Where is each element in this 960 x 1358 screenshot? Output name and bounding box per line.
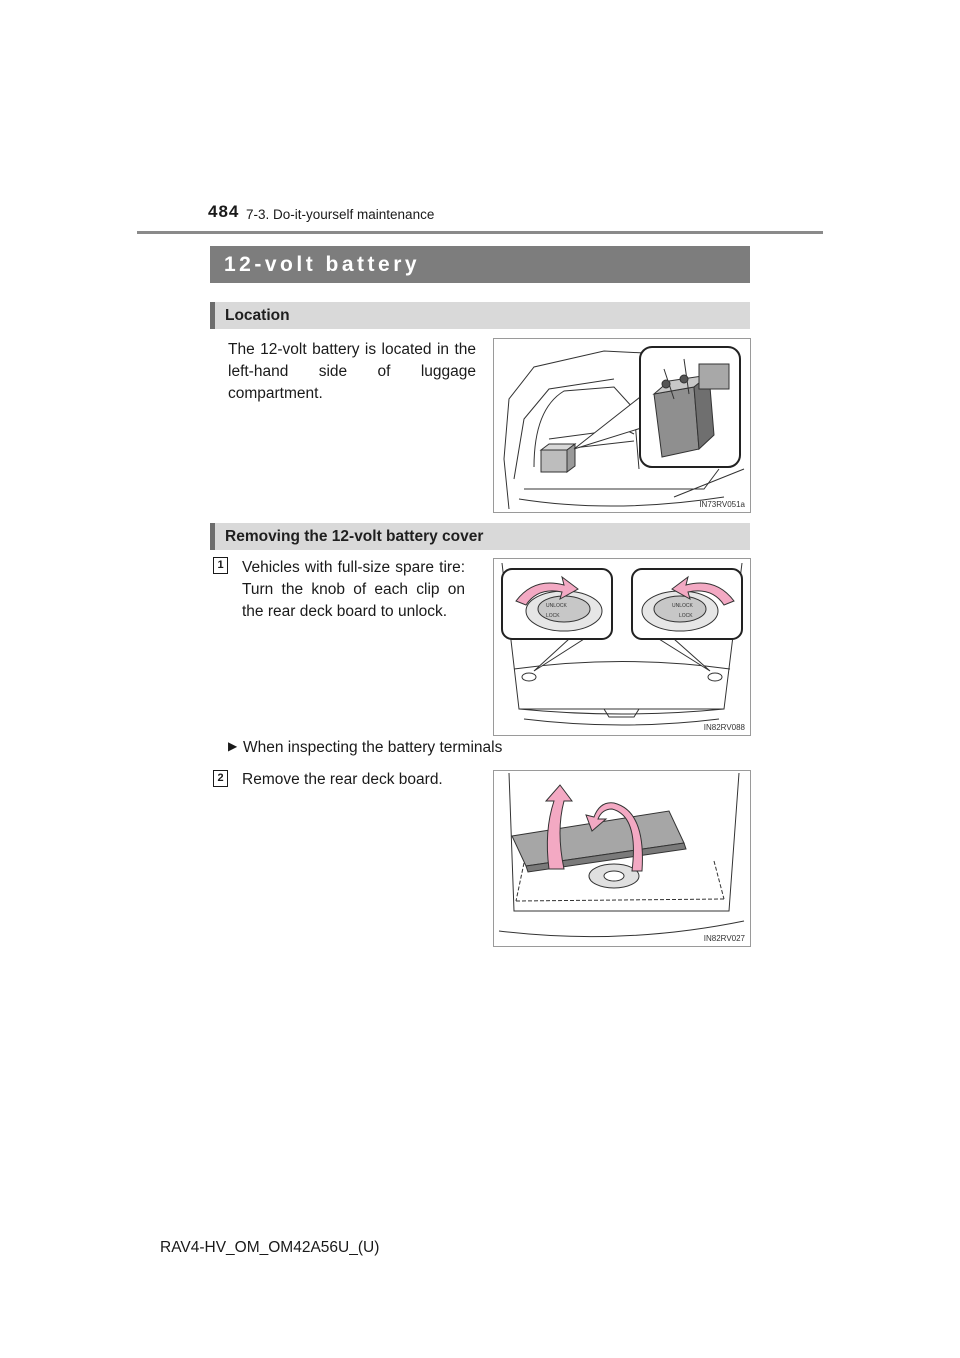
knob-label-lock: LOCK (679, 613, 693, 619)
figure-code: IN82RV027 (703, 934, 745, 943)
knob-label-unlock: UNLOCK (546, 603, 567, 609)
battery-location-figure (493, 338, 751, 513)
location-heading: Location (225, 307, 290, 324)
bullet-text: When inspecting the battery terminals (243, 739, 503, 756)
step-1-badge: 1 (213, 557, 228, 574)
deck-clip-figure (493, 558, 751, 736)
location-heading-bar (210, 302, 750, 329)
heading-marker (210, 302, 215, 329)
header-divider (137, 231, 823, 234)
removing-heading-bar (210, 523, 750, 550)
deck-board-figure (493, 770, 751, 947)
step-1-text: Vehicles with full-size spare tire: Turn the knob of each clip on the rear deck board to unlock. (242, 559, 465, 620)
bullet-arrow-icon: ▶ (228, 739, 238, 753)
knob-label-unlock: UNLOCK (672, 603, 693, 609)
deck-board-illustration (494, 771, 750, 946)
deck-clip-illustration (494, 559, 750, 735)
section-breadcrumb: 7-3. Do-it-yourself maintenance (246, 207, 435, 222)
step-2-badge: 2 (213, 770, 228, 787)
page-number: 484 (208, 202, 240, 221)
figure-code: IN82RV088 (703, 723, 745, 732)
figure-code: IN73RV051a (699, 500, 745, 509)
removing-heading: Removing the 12-volt battery cover (225, 528, 484, 545)
location-text: The 12-volt battery is located in the left-hand side of luggage compartment. (228, 341, 476, 402)
footer-model-code: RAV4-HV_OM_OM42A56U_(U) (160, 1239, 380, 1256)
battery-location-illustration (494, 339, 750, 512)
knob-label-lock: LOCK (546, 613, 560, 619)
page-title: 12-volt battery (224, 253, 421, 276)
heading-marker (210, 523, 215, 550)
step-2-text: Remove the rear deck board. (242, 771, 443, 788)
section-title-bar (210, 246, 750, 283)
